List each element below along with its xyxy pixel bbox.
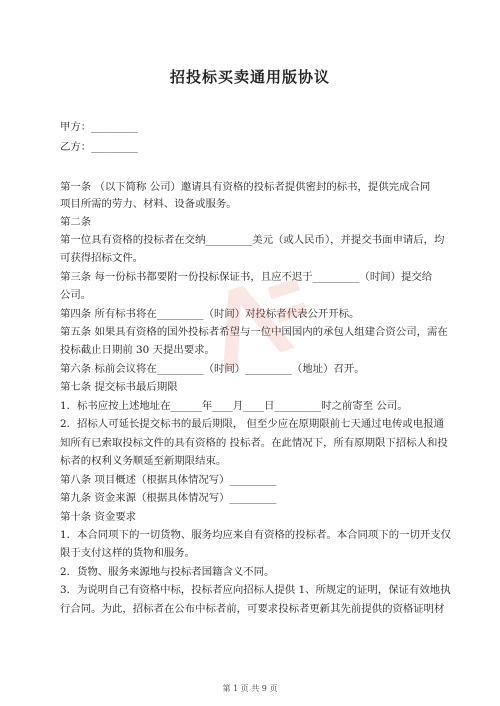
body-line: 第一条 （以下简称 公司）邀请具有资格的投标者提供密封的标书，提供完成合同: [60, 181, 431, 193]
watermark-shape: [268, 279, 300, 300]
body-line: 1．标书应按上述地址在______年____月____日_________时之前寄至 公司。: [60, 400, 408, 412]
party-a-line: 甲方：_________: [60, 121, 138, 133]
page-number: 第 1 页 共 9 页: [222, 684, 278, 693]
body-line: 第二条: [60, 216, 92, 228]
body-line: 标者的权利义务顺延至新期限结束。: [60, 455, 227, 467]
body-line: 第四条 所有标书将在_________（时间）对投标者代表公开开标。: [60, 308, 360, 320]
body-line: 第十条 资金要求: [60, 511, 137, 523]
body-line: 第七条 提交标书最后期限: [60, 381, 178, 393]
body-line: 可获得招标文件。: [60, 252, 144, 264]
body-line: 知所有已索取投标文件的具有资格的 投标者。在此情况下，所有原期限下招标人和投: [60, 437, 448, 449]
body-line: 投标截止日期前 30 天提出要求。: [60, 344, 215, 356]
body-line: 1．本合同项下的一切货物、服务均应来自有资格的投标者。本合同项下的一切开支仅: [60, 529, 452, 541]
document-title: 招投标买卖通用版协议: [169, 68, 330, 86]
body-line: 第三条 每一份标书都要附一份投标保证书，且应不迟于_________（时间）提交给: [60, 271, 433, 283]
body-line: 行合同。为此，招标者在公布中标者前，可要求投标者更新其先前提供的资格证明材: [60, 603, 445, 615]
body-line: 项目所需的劳力、材料、设备或服务。: [60, 198, 237, 210]
body-line: 限于支付这样的货物和服务。: [60, 547, 196, 559]
body-line: 3．为说明自己有资格中标，投标者应向招标人提供 1、所规定的证明，保证有效地执: [60, 584, 451, 596]
body-line: 第九条 资金来源（根据具体情况写）_________: [60, 492, 277, 504]
body-line: 第五条 如果具有资格的国外投标者希望与一位中国国内的承包人组建合资公司，需在: [60, 326, 448, 338]
body-line: 第一位具有资格的投标者在交纳_________美元（或人民币），并提交书面申请后，均: [60, 234, 445, 246]
body-line: 2．招标人可延长提交标书的最后期限， 但至少应在原期限前七天通过电传或电报通: [60, 418, 444, 430]
body-line: 2．货物、服务来源地与投标者国籍含义不同。: [60, 566, 275, 578]
body-line: 公司。: [60, 289, 92, 301]
party-b-line: 乙方：_________: [60, 141, 138, 153]
body-line: 第八条 项目概述（根据具体情况写）_________: [60, 474, 277, 486]
body-line: 第六条 标前会议将在_________（时间）_________（地址）召开。: [60, 363, 365, 375]
watermark-shape: [276, 302, 308, 323]
